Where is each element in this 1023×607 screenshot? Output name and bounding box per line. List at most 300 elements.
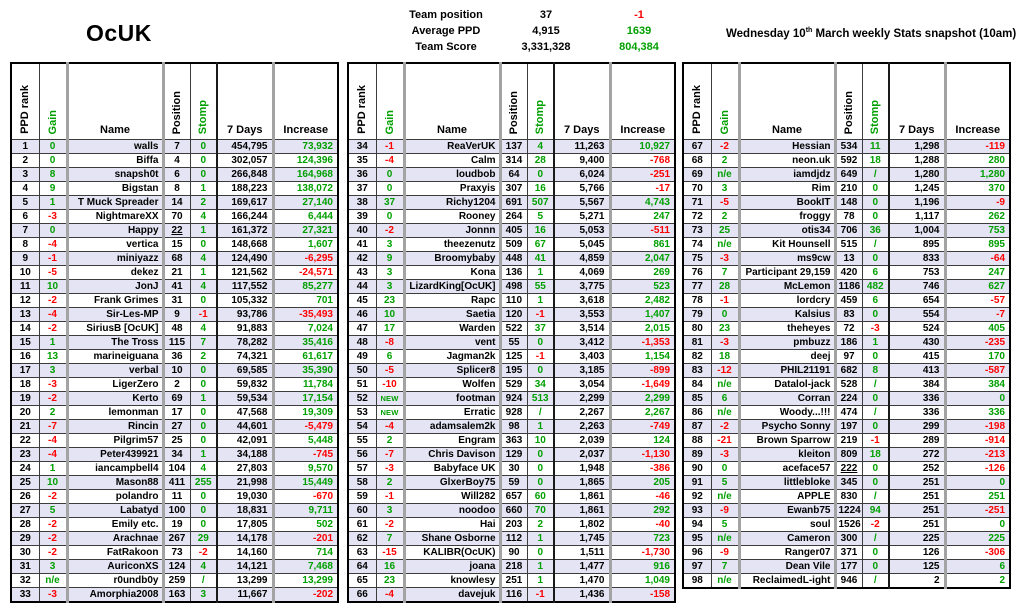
- cell-increase: 384: [945, 378, 1010, 392]
- cell-name: verbal: [67, 364, 163, 378]
- column-header-stomp: [527, 63, 554, 140]
- table-row: [683, 140, 1010, 154]
- cell-position: 411: [163, 476, 190, 490]
- cell-ppd-rank: 48: [348, 336, 376, 350]
- cell-7days: 47,568: [217, 406, 273, 420]
- cell-gain: 0: [711, 308, 739, 322]
- summary-delta: -1: [634, 9, 644, 21]
- cell-stomp: 55: [527, 280, 554, 294]
- cell-7days: 251: [889, 504, 945, 518]
- cell-name: Woody...!!!: [739, 406, 835, 420]
- cell-position: 104: [163, 462, 190, 476]
- cell-ppd-rank: 23: [11, 448, 39, 462]
- cell-position: 13: [835, 252, 862, 266]
- cell-increase: -64: [945, 252, 1010, 266]
- cell-increase: 73,932: [273, 140, 338, 154]
- cell-gain: 2: [376, 476, 404, 490]
- cell-stomp: 28: [527, 154, 554, 168]
- cell-gain: n/e: [711, 378, 739, 392]
- column-header-label: Position: [171, 90, 183, 134]
- cell-7days: 11,667: [217, 588, 273, 603]
- table-row: [348, 546, 675, 560]
- cell-ppd-rank: 11: [11, 280, 39, 294]
- cell-7days: 169,617: [217, 196, 273, 210]
- cell-increase: 753: [945, 224, 1010, 238]
- cell-gain: 13: [39, 350, 67, 364]
- cell-gain: 5: [711, 476, 739, 490]
- cell-7days: 1,245: [889, 182, 945, 196]
- column-header-position: [163, 63, 190, 140]
- table-row: [348, 154, 675, 168]
- cell-position: 14: [163, 196, 190, 210]
- cell-increase: -9: [945, 196, 1010, 210]
- cell-7days: 121,562: [217, 266, 273, 280]
- cell-ppd-rank: 37: [348, 182, 376, 196]
- cell-name: FatRakoon: [67, 546, 163, 560]
- cell-7days: 746: [889, 280, 945, 294]
- cell-name: Babyface UK: [404, 462, 500, 476]
- table-row: [348, 294, 675, 308]
- cell-name: Richy1204: [404, 196, 500, 210]
- cell-name: LigerZero: [67, 378, 163, 392]
- cell-gain: -3: [39, 378, 67, 392]
- cell-ppd-rank: 31: [11, 560, 39, 574]
- cell-7days: 251: [889, 476, 945, 490]
- cell-position: 59: [500, 476, 527, 490]
- cell-gain: -4: [39, 308, 67, 322]
- cell-ppd-rank: 55: [348, 434, 376, 448]
- cell-stomp: -2: [862, 518, 889, 532]
- cell-7days: 2,039: [554, 434, 610, 448]
- cell-stomp: 4: [190, 462, 217, 476]
- table-row: [348, 364, 675, 378]
- table-row: [348, 336, 675, 350]
- cell-position: 70: [163, 210, 190, 224]
- cell-increase: 723: [610, 532, 675, 546]
- cell-ppd-rank: 50: [348, 364, 376, 378]
- cell-increase: -306: [945, 546, 1010, 560]
- table-row: [348, 532, 675, 546]
- cell-ppd-rank: 7: [11, 224, 39, 238]
- cell-position: 15: [163, 238, 190, 252]
- table-row: [11, 434, 338, 448]
- cell-7days: 3,618: [554, 294, 610, 308]
- cell-7days: 14,121: [217, 560, 273, 574]
- table-row: [11, 392, 338, 406]
- cell-7days: 3,054: [554, 378, 610, 392]
- cell-stomp: 1: [190, 224, 217, 238]
- cell-name: footman: [404, 392, 500, 406]
- table-row: [683, 490, 1010, 504]
- table-row: [683, 238, 1010, 252]
- cell-stomp: 11: [862, 140, 889, 154]
- cell-name: lordcry: [739, 294, 835, 308]
- cell-ppd-rank: 84: [683, 378, 711, 392]
- cell-gain: -3: [39, 210, 67, 224]
- cell-increase: 35,416: [273, 336, 338, 350]
- cell-ppd-rank: 43: [348, 266, 376, 280]
- cell-ppd-rank: 26: [11, 490, 39, 504]
- cell-increase: -198: [945, 420, 1010, 434]
- cell-increase: 138,072: [273, 182, 338, 196]
- cell-gain: -2: [39, 490, 67, 504]
- cell-position: 10: [163, 364, 190, 378]
- cell-stomp: 37: [527, 322, 554, 336]
- cell-position: 2: [163, 378, 190, 392]
- cell-position: 22: [163, 224, 190, 238]
- cell-ppd-rank: 73: [683, 224, 711, 238]
- cell-gain: 3: [376, 280, 404, 294]
- header-row: [348, 63, 675, 140]
- cell-ppd-rank: 8: [11, 238, 39, 252]
- cell-increase: 405: [945, 322, 1010, 336]
- cell-name: iamdjdz: [739, 168, 835, 182]
- table-row: [348, 476, 675, 490]
- table-row: [683, 392, 1010, 406]
- cell-7days: 166,244: [217, 210, 273, 224]
- cell-7days: 6,024: [554, 168, 610, 182]
- cell-name: Ranger07: [739, 546, 835, 560]
- cell-position: 345: [835, 476, 862, 490]
- cell-stomp: 1: [527, 532, 554, 546]
- cell-name: Mason88: [67, 476, 163, 490]
- cell-ppd-rank: 38: [348, 196, 376, 210]
- cell-position: 136: [500, 266, 527, 280]
- cell-stomp: /: [862, 574, 889, 589]
- cell-increase: 7,468: [273, 560, 338, 574]
- cell-increase: -386: [610, 462, 675, 476]
- cell-gain: n/e: [711, 238, 739, 252]
- cell-stomp: 1: [527, 266, 554, 280]
- cell-position: 691: [500, 196, 527, 210]
- cell-7days: 5,053: [554, 224, 610, 238]
- cell-name: Bigstan: [67, 182, 163, 196]
- cell-increase: -24,571: [273, 266, 338, 280]
- cell-7days: 34,188: [217, 448, 273, 462]
- cell-stomp: 0: [862, 210, 889, 224]
- cell-position: 21: [163, 266, 190, 280]
- cell-position: 307: [500, 182, 527, 196]
- cell-gain: -2: [711, 140, 739, 154]
- table-row: [11, 560, 338, 574]
- column-header-gain: [711, 63, 739, 140]
- cell-ppd-rank: 80: [683, 322, 711, 336]
- cell-name: vertica: [67, 238, 163, 252]
- cell-stomp: 70: [527, 504, 554, 518]
- table-row: [348, 588, 675, 603]
- cell-gain: -4: [39, 448, 67, 462]
- cell-7days: 2,263: [554, 420, 610, 434]
- cell-ppd-rank: 68: [683, 154, 711, 168]
- cell-gain: 0: [39, 140, 67, 154]
- cell-position: 218: [500, 560, 527, 574]
- cell-increase: -46: [610, 490, 675, 504]
- table-row: [348, 504, 675, 518]
- cell-7days: 161,372: [217, 224, 273, 238]
- cell-ppd-rank: 87: [683, 420, 711, 434]
- cell-ppd-rank: 12: [11, 294, 39, 308]
- cell-ppd-rank: 69: [683, 168, 711, 182]
- cell-increase: 27,321: [273, 224, 338, 238]
- table-row: [683, 364, 1010, 378]
- cell-ppd-rank: 75: [683, 252, 711, 266]
- cell-ppd-rank: 88: [683, 434, 711, 448]
- summary-label: Team position: [409, 9, 483, 21]
- cell-gain: n/e: [711, 406, 739, 420]
- table-row: [348, 140, 675, 154]
- cell-position: 195: [500, 364, 527, 378]
- cell-7days: 302,057: [217, 154, 273, 168]
- cell-position: 115: [163, 336, 190, 350]
- cell-name: Chris Davison: [404, 448, 500, 462]
- cell-gain: 10: [376, 308, 404, 322]
- cell-stomp: 482: [862, 280, 889, 294]
- cell-ppd-rank: 78: [683, 294, 711, 308]
- cell-gain: -4: [376, 420, 404, 434]
- table-row: [11, 336, 338, 350]
- table-row: [683, 406, 1010, 420]
- table-row: [348, 168, 675, 182]
- table-row: [348, 378, 675, 392]
- team-summary-block: [396, 7, 682, 55]
- cell-position: 30: [500, 462, 527, 476]
- cell-name: r0undb0y: [67, 574, 163, 588]
- table-row: [683, 266, 1010, 280]
- cell-gain: -1: [711, 294, 739, 308]
- cell-gain: -3: [711, 336, 739, 350]
- cell-stomp: 0: [190, 140, 217, 154]
- cell-ppd-rank: 20: [11, 406, 39, 420]
- cell-increase: -35,493: [273, 308, 338, 322]
- cell-name: walls: [67, 140, 163, 154]
- cell-name: littlebloke: [739, 476, 835, 490]
- table-row: [348, 266, 675, 280]
- cell-increase: 292: [610, 504, 675, 518]
- cell-stomp: 0: [527, 462, 554, 476]
- cell-gain: 23: [376, 294, 404, 308]
- cell-name: Dean Vile: [739, 560, 835, 574]
- summary-label: Average PPD: [411, 25, 481, 37]
- column-header-ppd-rank: [683, 63, 711, 140]
- cell-increase: 895: [945, 238, 1010, 252]
- table-row: [11, 574, 338, 588]
- cell-increase: 2,482: [610, 294, 675, 308]
- cell-increase: 280: [945, 154, 1010, 168]
- cell-name: otis34: [739, 224, 835, 238]
- cell-stomp: 1: [527, 294, 554, 308]
- table-row: [11, 448, 338, 462]
- cell-ppd-rank: 30: [11, 546, 39, 560]
- stats-table-1: [10, 62, 339, 603]
- cell-7days: 251: [889, 490, 945, 504]
- summary-row: [396, 39, 682, 55]
- cell-increase: 1,407: [610, 308, 675, 322]
- cell-increase: 523: [610, 280, 675, 294]
- cell-stomp: 0: [190, 238, 217, 252]
- cell-gain: 37: [376, 196, 404, 210]
- cell-ppd-rank: 86: [683, 406, 711, 420]
- cell-7days: 415: [889, 350, 945, 364]
- cell-7days: 252: [889, 462, 945, 476]
- cell-name: aceface57: [739, 462, 835, 476]
- table-row: [11, 294, 338, 308]
- table-row: [348, 210, 675, 224]
- cell-name: Splicer8: [404, 364, 500, 378]
- cell-7days: 1,802: [554, 518, 610, 532]
- cell-gain: 9: [376, 252, 404, 266]
- cell-gain: 2: [711, 210, 739, 224]
- cell-gain: -21: [711, 434, 739, 448]
- table-row: [11, 210, 338, 224]
- cell-name: lemonman: [67, 406, 163, 420]
- cell-name: Kerto: [67, 392, 163, 406]
- cell-stomp: 67: [527, 238, 554, 252]
- cell-position: 251: [500, 574, 527, 588]
- cell-gain: -1: [376, 140, 404, 154]
- cell-gain: 1: [39, 336, 67, 350]
- cell-gain: 3: [376, 238, 404, 252]
- cell-name: noodoo: [404, 504, 500, 518]
- cell-stomp: 1: [862, 336, 889, 350]
- cell-stomp: 0: [862, 350, 889, 364]
- table-row: [683, 168, 1010, 182]
- table-row: [348, 560, 675, 574]
- cell-stomp: 4: [527, 140, 554, 154]
- table-row: [348, 392, 675, 406]
- cell-stomp: 3: [190, 588, 217, 603]
- cell-name: davejuk: [404, 588, 500, 603]
- cell-gain: 18: [711, 350, 739, 364]
- cell-stomp: 0: [190, 364, 217, 378]
- cell-7days: 2: [889, 574, 945, 589]
- table-row: [683, 280, 1010, 294]
- cell-stomp: 41: [527, 252, 554, 266]
- column-header-label: Position: [843, 90, 855, 134]
- cell-gain: -1: [376, 490, 404, 504]
- cell-gain: -5: [711, 196, 739, 210]
- cell-position: 515: [835, 238, 862, 252]
- cell-position: 300: [835, 532, 862, 546]
- cell-gain: NEW: [376, 406, 404, 420]
- cell-7days: 289: [889, 434, 945, 448]
- cell-increase: 916: [610, 560, 675, 574]
- cell-increase: -768: [610, 154, 675, 168]
- cell-ppd-rank: 10: [11, 266, 39, 280]
- table-row: [11, 490, 338, 504]
- table-row: [11, 182, 338, 196]
- cell-stomp: 4: [190, 322, 217, 336]
- cell-gain: 7: [711, 560, 739, 574]
- cell-7days: 3,412: [554, 336, 610, 350]
- cell-stomp: 0: [190, 420, 217, 434]
- cell-name: T Muck Spreader: [67, 196, 163, 210]
- cell-position: 592: [835, 154, 862, 168]
- cell-stomp: 0: [190, 490, 217, 504]
- cell-name: PHIL21191: [739, 364, 835, 378]
- cell-increase: 35,390: [273, 364, 338, 378]
- cell-ppd-rank: 45: [348, 294, 376, 308]
- cell-position: 928: [500, 406, 527, 420]
- cell-name: loudbob: [404, 168, 500, 182]
- cell-name: Sir-Les-MP: [67, 308, 163, 322]
- cell-gain: 23: [376, 574, 404, 588]
- cell-ppd-rank: 53: [348, 406, 376, 420]
- cell-gain: 3: [376, 266, 404, 280]
- table-row: [11, 378, 338, 392]
- cell-name: APPLE: [739, 490, 835, 504]
- cell-gain: -2: [39, 322, 67, 336]
- cell-ppd-rank: 21: [11, 420, 39, 434]
- cell-name: ReaVerUK: [404, 140, 500, 154]
- column-header-label: PPD rank: [691, 85, 704, 134]
- cell-gain: 5: [39, 504, 67, 518]
- cell-7days: 833: [889, 252, 945, 266]
- cell-stomp: -2: [190, 546, 217, 560]
- cell-ppd-rank: 46: [348, 308, 376, 322]
- cell-name: iancampbell4: [67, 462, 163, 476]
- cell-increase: -745: [273, 448, 338, 462]
- cell-gain: -5: [39, 266, 67, 280]
- cell-stomp: /: [862, 238, 889, 252]
- cell-gain: -4: [376, 588, 404, 603]
- cell-increase: 262: [945, 210, 1010, 224]
- table-row: [11, 280, 338, 294]
- cell-ppd-rank: 34: [348, 140, 376, 154]
- table-row: [11, 252, 338, 266]
- cell-7days: 4,069: [554, 266, 610, 280]
- cell-name: Erratic: [404, 406, 500, 420]
- table-row: [683, 182, 1010, 196]
- cell-position: 1526: [835, 518, 862, 532]
- cell-ppd-rank: 33: [11, 588, 39, 603]
- cell-position: 78: [835, 210, 862, 224]
- cell-position: 522: [500, 322, 527, 336]
- cell-ppd-rank: 57: [348, 462, 376, 476]
- cell-stomp: 29: [190, 532, 217, 546]
- cell-increase: 17,154: [273, 392, 338, 406]
- summary-delta: 1639: [626, 25, 652, 37]
- cell-name: GlxerBoy75: [404, 476, 500, 490]
- cell-gain: -1: [39, 252, 67, 266]
- cell-name: Ewanb75: [739, 504, 835, 518]
- summary-row: [396, 23, 682, 39]
- cell-7days: 384: [889, 378, 945, 392]
- cell-7days: 17,805: [217, 518, 273, 532]
- cell-ppd-rank: 35: [348, 154, 376, 168]
- cell-gain: 10: [39, 476, 67, 490]
- cell-position: 25: [163, 434, 190, 448]
- cell-increase: 170: [945, 350, 1010, 364]
- cell-stomp: -1: [190, 308, 217, 322]
- table-row: [683, 252, 1010, 266]
- cell-stomp: 0: [527, 546, 554, 560]
- table-row: [348, 238, 675, 252]
- cell-increase: 5,448: [273, 434, 338, 448]
- cell-gain: -4: [376, 154, 404, 168]
- cell-increase: 1,049: [610, 574, 675, 588]
- cell-gain: 3: [39, 364, 67, 378]
- cell-increase: -6,295: [273, 252, 338, 266]
- cell-stomp: -1: [527, 588, 554, 603]
- cell-position: 125: [500, 350, 527, 364]
- cell-stomp: -1: [527, 308, 554, 322]
- cell-stomp: 0: [862, 476, 889, 490]
- cell-stomp: 2: [527, 518, 554, 532]
- cell-increase: 0: [945, 518, 1010, 532]
- table-row: [348, 308, 675, 322]
- table-row: [11, 238, 338, 252]
- cell-stomp: 8: [862, 364, 889, 378]
